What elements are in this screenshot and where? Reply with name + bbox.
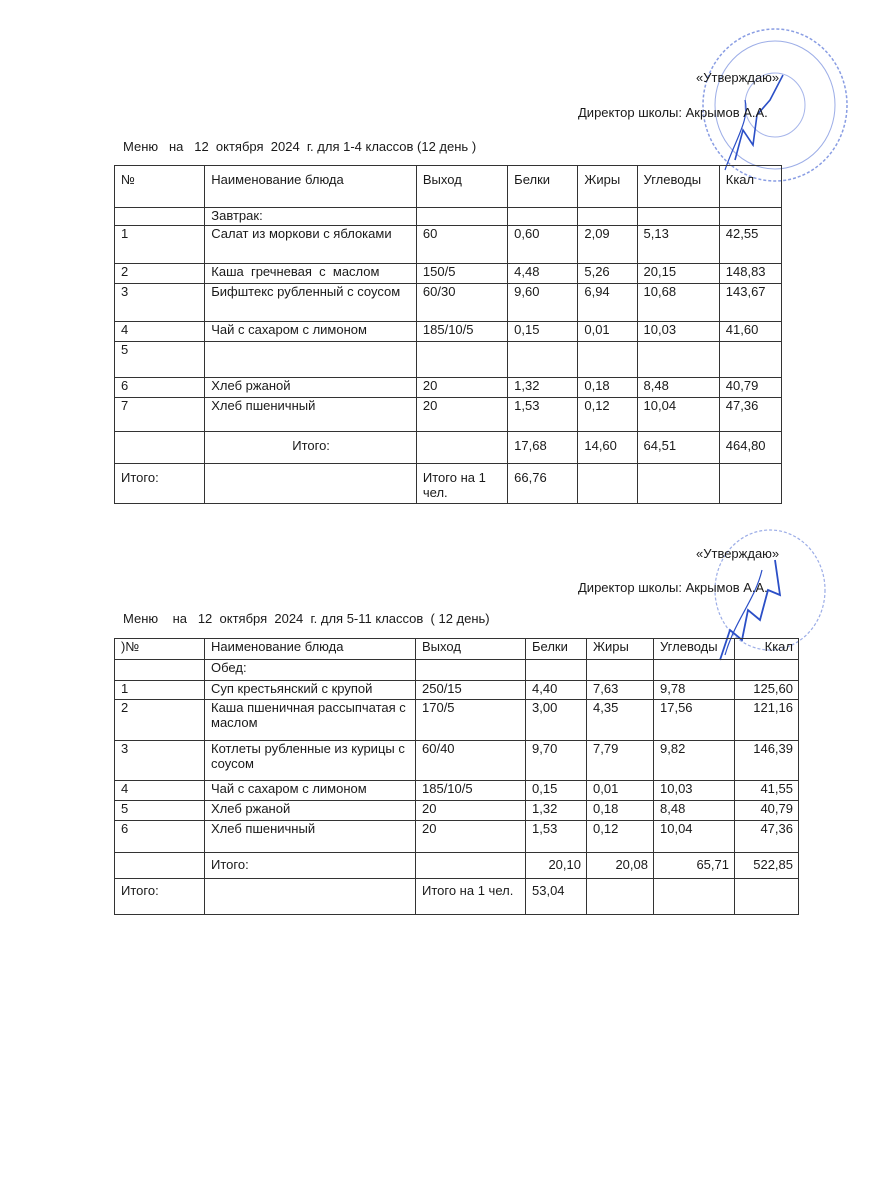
cell-yield: 20 [416,398,507,432]
total-row [115,464,782,504]
cell-carbs: 9,82 [654,741,735,781]
subtotal-kcal: 522,85 [735,853,799,879]
cell-fat: 4,35 [587,700,654,741]
table-row [115,821,799,853]
cell-kcal: 148,83 [719,264,781,284]
cell-protein: 1,53 [508,398,578,432]
cell-dish: Хлеб ржаной [205,378,417,398]
total-value: 66,76 [508,464,578,504]
subtotal-protein: 17,68 [508,432,578,464]
table-row [115,378,782,398]
cell-fat: 0,12 [587,821,654,853]
cell-num: 2 [115,700,205,741]
cell-protein: 1,53 [526,821,587,853]
cell-dish: Бифштекс рубленный с соусом [205,284,417,322]
cell-num: 4 [115,781,205,801]
cell-fat: 0,18 [587,801,654,821]
header-cell: Жиры [578,166,637,208]
cell-kcal: 47,36 [735,821,799,853]
subtotal-carbs: 64,51 [637,432,719,464]
total-label: Итого: [115,464,205,504]
table-header-row [115,639,799,660]
cell-kcal: 47,36 [719,398,781,432]
table-row [115,284,782,322]
table-row [115,342,782,378]
header-cell: № [115,166,205,208]
cell-yield: 20 [416,801,526,821]
cell-yield: 185/10/5 [416,322,507,342]
cell-kcal: 125,60 [735,681,799,700]
cell-kcal: 40,79 [719,378,781,398]
subtotal-protein: 20,10 [526,853,587,879]
cell-kcal: 41,55 [735,781,799,801]
header-cell: Углеводы [654,639,735,660]
cell-dish: Суп крестьянский с крупой [205,681,416,700]
cell-carbs: 10,04 [637,398,719,432]
cell-dish: Котлеты рубленные из курицы с соусом [205,741,416,781]
table-row [115,801,799,821]
subtotal-row [115,432,782,464]
cell-carbs: 17,56 [654,700,735,741]
cell-carbs: 8,48 [637,378,719,398]
cell-yield: 250/15 [416,681,526,700]
section-label: Завтрак: [205,208,417,226]
cell-carbs: 9,78 [654,681,735,700]
header-cell: Выход [416,639,526,660]
cell-fat: 0,12 [578,398,637,432]
cell-yield: 185/10/5 [416,781,526,801]
approval-label-2: «Утверждаю» [696,546,780,561]
cell-carbs: 5,13 [637,226,719,264]
subtotal-kcal: 464,80 [719,432,781,464]
subtotal-label: Итого: [205,853,416,879]
cell-kcal: 41,60 [719,322,781,342]
table-row [115,681,799,700]
cell-protein: 3,00 [526,700,587,741]
subtotal-fat: 14,60 [578,432,637,464]
cell-dish: Каша гречневая с маслом [205,264,417,284]
cell-num: 1 [115,681,205,700]
cell-dish: Каша пшеничная рассыпчатая с маслом [205,700,416,741]
cell-num: 3 [115,284,205,322]
cell-dish: Салат из моркови с яблоками [205,226,417,264]
cell-num: 6 [115,821,205,853]
header-cell: Ккал [735,639,799,660]
cell-num: 4 [115,322,205,342]
cell-kcal: 121,16 [735,700,799,741]
cell-protein: 4,48 [508,264,578,284]
cell-num: 5 [115,801,205,821]
cell-carbs: 8,48 [654,801,735,821]
cell-num: 1 [115,226,205,264]
menu-title-1: Меню на 12 октября 2024 г. для 1-4 классов (12 день ) [123,139,477,154]
header-cell: Жиры [587,639,654,660]
cell-fat: 2,09 [578,226,637,264]
cell-protein: 1,32 [508,378,578,398]
cell-fat: 7,63 [587,681,654,700]
header-cell: Выход [416,166,507,208]
cell-carbs: 20,15 [637,264,719,284]
table-row [115,398,782,432]
section-row [115,208,782,226]
cell-protein: 9,60 [508,284,578,322]
menu-table-1 [114,165,782,504]
cell-num: 2 [115,264,205,284]
table-row [115,226,782,264]
cell-fat: 7,79 [587,741,654,781]
header-cell: Белки [508,166,578,208]
cell-dish: Хлеб пшеничный [205,398,417,432]
cell-yield: 20 [416,378,507,398]
section-row [115,660,799,681]
cell-kcal: 42,55 [719,226,781,264]
cell-yield: 170/5 [416,700,526,741]
cell-protein: 1,32 [526,801,587,821]
subtotal-row [115,853,799,879]
table-row [115,741,799,781]
cell-fat: 0,01 [578,322,637,342]
menu-table-2 [114,638,799,915]
cell-yield: 60/30 [416,284,507,322]
cell-carbs: 10,68 [637,284,719,322]
cell-yield: 150/5 [416,264,507,284]
approval-label-1: «Утверждаю» [696,70,780,85]
cell-fat: 0,18 [578,378,637,398]
cell-yield: 20 [416,821,526,853]
cell-kcal: 143,67 [719,284,781,322]
cell-fat: 5,26 [578,264,637,284]
cell-carbs: 10,04 [654,821,735,853]
total-per-person-label: Итого на 1 чел. [416,879,526,915]
cell-dish: Чай с сахаром с лимоном [205,322,417,342]
cell-num: 5 [115,342,205,378]
table-row [115,781,799,801]
section-label: Обед: [205,660,416,681]
cell-num: 6 [115,378,205,398]
table-header-row [115,166,782,208]
table-row [115,322,782,342]
header-cell: Наименование блюда [205,639,416,660]
total-per-person-label: Итого на 1 чел. [416,464,507,504]
table-row [115,700,799,741]
cell-kcal: 40,79 [735,801,799,821]
subtotal-carbs: 65,71 [654,853,735,879]
cell-protein: 0,15 [526,781,587,801]
cell-fat: 0,01 [587,781,654,801]
director-line-1: Директор школы: Акрымов А.А. [578,105,768,120]
director-line-2: Директор школы: Акрымов А.А. [578,580,768,595]
subtotal-fat: 20,08 [587,853,654,879]
cell-protein: 9,70 [526,741,587,781]
cell-yield: 60/40 [416,741,526,781]
header-cell: Наименование блюда [205,166,417,208]
cell-dish: Хлеб пшеничный [205,821,416,853]
subtotal-label: Итого: [205,432,417,464]
header-cell: )№ [115,639,205,660]
header-cell: Углеводы [637,166,719,208]
cell-protein: 4,40 [526,681,587,700]
cell-dish: Чай с сахаром с лимоном [205,781,416,801]
header-cell: Белки [526,639,587,660]
cell-carbs: 10,03 [637,322,719,342]
cell-num: 3 [115,741,205,781]
table-row [115,264,782,284]
cell-yield: 60 [416,226,507,264]
total-label: Итого: [115,879,205,915]
cell-protein: 0,60 [508,226,578,264]
cell-kcal: 146,39 [735,741,799,781]
cell-fat: 6,94 [578,284,637,322]
cell-protein: 0,15 [508,322,578,342]
total-value: 53,04 [526,879,587,915]
menu-title-2: Меню на 12 октября 2024 г. для 5-11 классов ( 12 день) [123,611,490,626]
total-row [115,879,799,915]
cell-dish: Хлеб ржаной [205,801,416,821]
cell-carbs: 10,03 [654,781,735,801]
header-cell: Ккал [719,166,781,208]
cell-num: 7 [115,398,205,432]
